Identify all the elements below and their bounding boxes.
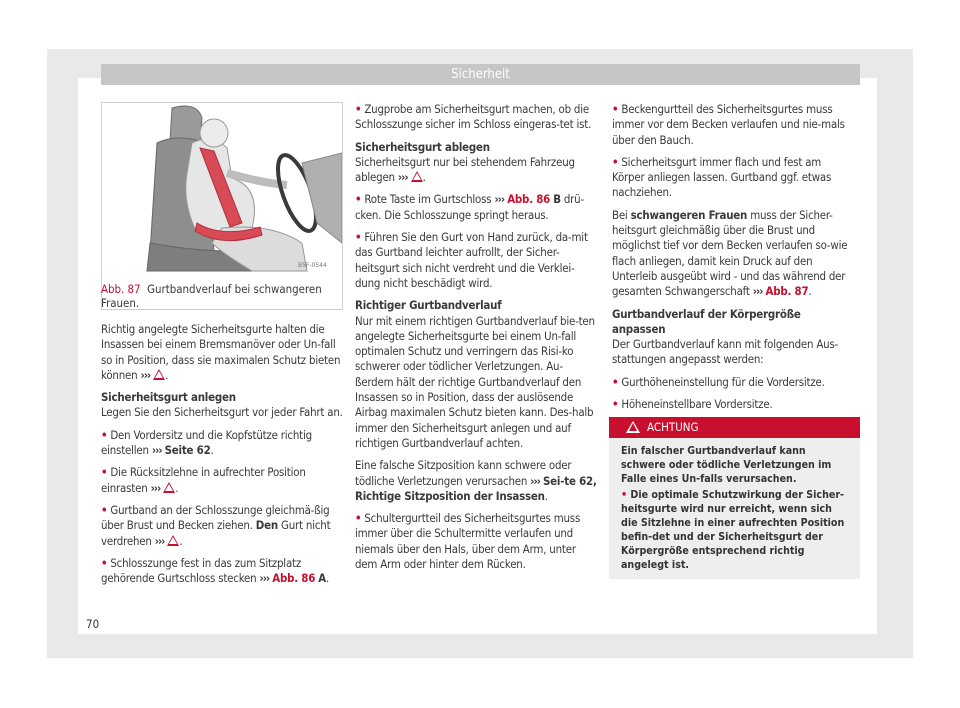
section-header: Sicherheit xyxy=(101,64,860,85)
warning-icon xyxy=(153,369,165,380)
list-item: • Gurtband an der Schlosszunge gleichmä-ßig über Brust und Becken ziehen. Den Gurt nicht verdrehen ››› . xyxy=(101,502,331,548)
heading-gurtbandverlauf: Richtiger Gurtbandverlauf xyxy=(355,298,502,313)
list-item: • Beckengurtteil des Sicherheitsgurtes muss immer vor dem Becken verlaufen und nie-mals über den Bauch. xyxy=(612,102,845,147)
list-item: • Sicherheitsgurt immer flach und fest am Körper anliegen lassen. Gurtband ggf. etwas nachziehen. xyxy=(612,154,832,200)
caption-text: Gurtbandverlauf bei schwangeren Frauen. xyxy=(101,282,322,310)
list-item: • Gurthöheneinstellung für die Vordersitze. xyxy=(612,374,825,389)
link-abb-87[interactable]: Abb. 87 xyxy=(765,284,809,299)
list-item: • Den Vordersitz und die Kopfstütze richtig einstellen ››› Seite 62. xyxy=(101,427,312,458)
warning-text: • Die optimale Schutzwirkung der Sicher-heitsgurte wird nur erreicht, wenn sich die Sitzlehne in einer aufrechten Position befin-det und der Sicherheitsgurt der Körpergröße entsprechend richtig angelegt ist. xyxy=(621,489,845,571)
list-item: • Die Rücksitzlehne in aufrechter Position einrasten ››› . xyxy=(101,465,306,495)
link-seite-62[interactable]: Seite 62 xyxy=(164,443,211,458)
warning-icon xyxy=(167,535,179,546)
paragraph: Eine falsche Sitzposition kann schwere oder tödliche Verletzungen verursachen ››› Sei-te 62, Richtige Sitzposition der Insassen. xyxy=(355,458,597,503)
warning-body xyxy=(609,438,860,572)
column-1 xyxy=(101,322,345,593)
column-3 xyxy=(612,102,856,419)
paragraph: Nur mit einem richtigen Gurtbandverlauf bie-ten angelegte Sicherheitsgurte bei einem Un-fall optimalen Schutz und verringern das Risi-ko schwerer oder tödlicher Verletzungen. Au-ßerdem hält der richtige Gurtbandverlauf den Insassen so in Position, dass der auslösende Airbag maximalen Schutz bieten kann. Des-halb immer den Sicherheitsgurt anlegen und auf richtigen Gurtbandverlauf achten. xyxy=(355,313,595,450)
paragraph: Legen Sie den Sicherheitsgurt vor jeder Fahrt an. xyxy=(101,405,343,420)
list-item: • Schultergurtteil des Sicherheitsgurtes muss immer über die Schultermitte verlaufen und niemals über den Hals, über dem Arm, unter dem Arm oder hinter dem Rücken. xyxy=(355,511,581,572)
warning-title: ACHTUNG xyxy=(647,420,699,434)
link-abb-86[interactable]: Abb. 86 xyxy=(507,192,551,207)
list-item: • Rote Taste im Gurtschloss ››› Abb. 86 B drü-cken. Die Schlosszunge springt heraus. xyxy=(355,192,584,222)
list-item: • Schlosszunge fest in das zum Sitzplatz gehörende Gurtschloss stecken ››› Abb. 86 A. xyxy=(101,555,330,586)
list-item: • Zugprobe am Sicherheitsgurt machen, ob die Schlosszunge sicher im Schloss eingeras-tet ist. xyxy=(355,102,592,132)
column-2 xyxy=(355,102,599,579)
heading-koerpergroesse: Gurtbandverlauf der Körpergröße anpassen xyxy=(612,306,801,336)
paragraph: Der Gurtbandverlauf kann mit folgenden Aus-stattungen angepasst werden: xyxy=(612,337,839,367)
warning-icon xyxy=(163,482,175,493)
page-number: 70 xyxy=(86,617,100,631)
figure-pregnant-seatbelt xyxy=(101,102,343,310)
paragraph: Sicherheitsgurt nur bei stehendem Fahrzeug ablegen ››› . xyxy=(355,154,575,185)
warning-text: Ein falscher Gurtbandverlauf kann schwere oder tödliche Verletzungen im Falle eines Un-falls verursachen. xyxy=(621,445,832,485)
link-abb-86[interactable]: Abb. 86 xyxy=(272,571,316,586)
paragraph: Bei schwangeren Frauen muss der Sicher-heitsgurt gleichmäßig über die Brust und möglichst tief vor dem Becken verlaufen so-wie flach anliegen, damit kein Druck auf den Unterleib ausgeübt wird - und das während der gesamten Schwangerschaft ››› Abb. 87. xyxy=(612,207,848,299)
list-item: • Höheneinstellbare Vordersitze. xyxy=(612,397,773,412)
link-seite-62[interactable]: Sei-te 62, Richtige Sitzposition der Insassen xyxy=(355,473,597,503)
warning-icon xyxy=(411,171,423,182)
figure-code: B5F-0544 xyxy=(298,262,327,269)
warning-icon xyxy=(626,421,640,433)
intro-paragraph: Richtig angelegte Sicherheitsgurte halten die Insassen bei einem Bremsmanöver oder Un-fall so in Position, dass sie maximalen Schutz bieten können ››› . xyxy=(101,322,341,382)
caption-label: Abb. 87 xyxy=(101,282,141,296)
list-item: • Führen Sie den Gurt von Hand zurück, da-mit das Gurtband leichter aufrollt, der Sicher-heitsgurt sich nicht verdreht und die Verklei-dung nicht beschädigt wird. xyxy=(355,230,588,290)
warning-header xyxy=(609,417,860,438)
seatbelt-illustration xyxy=(102,103,342,273)
heading-ablegen: Sicherheitsgurt ablegen xyxy=(355,139,490,154)
heading-anlegen: Sicherheitsgurt anlegen xyxy=(101,390,236,405)
figure-caption xyxy=(101,282,345,310)
warning-box xyxy=(609,417,860,579)
